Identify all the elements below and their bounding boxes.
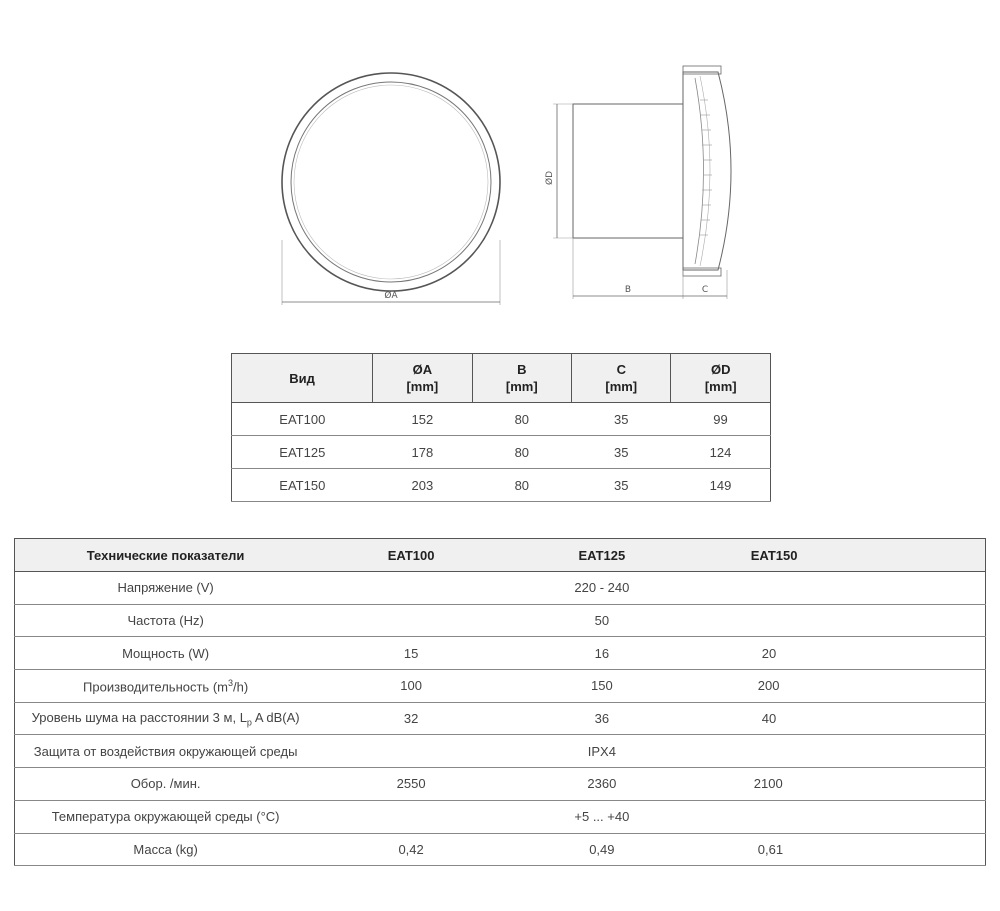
table-cell: EAT100: [232, 403, 373, 436]
param-label: [15, 702, 317, 735]
param-label: Мощность (W): [15, 637, 317, 670]
table-cell: 20: [698, 637, 986, 670]
table-cell: 99: [671, 403, 771, 436]
table-row: [15, 800, 986, 833]
table-cell: 124: [671, 436, 771, 469]
table-cell: EAT150: [232, 469, 373, 502]
header-text: ØA: [412, 362, 433, 377]
table-row: [232, 403, 771, 436]
table-cell: [316, 735, 506, 768]
table-cell: [698, 572, 986, 605]
table-cell: 0,42: [316, 833, 506, 866]
front-dim-label: ØA: [384, 291, 398, 301]
header-cell: [671, 354, 771, 403]
label-sub: p: [246, 717, 252, 728]
dimensions-header-row: [232, 354, 771, 403]
table-row: [232, 436, 771, 469]
header-text: B: [517, 362, 527, 377]
header-cell: EAT125: [506, 539, 698, 572]
param-label: Масса (kg): [15, 833, 317, 866]
table-cell: 152: [373, 403, 472, 436]
param-label: Напряжение (V): [15, 572, 317, 605]
side-view: [544, 66, 731, 299]
table-cell: 35: [572, 436, 671, 469]
dimensions-table: [231, 353, 771, 502]
table-cell: [316, 572, 506, 605]
header-cell: [572, 354, 671, 403]
table-row: [15, 637, 986, 670]
table-cell: 203: [373, 469, 472, 502]
label-text: Производительность (m: [83, 679, 228, 695]
table-row: [232, 469, 771, 502]
label-text: A dB(A): [251, 709, 300, 725]
table-cell: 150: [506, 670, 698, 703]
table-cell: [698, 604, 986, 637]
header-cell: [472, 354, 571, 403]
param-label: Обор. /мин.: [15, 768, 317, 801]
table-cell: [316, 604, 506, 637]
label-sup: 3: [227, 677, 233, 688]
table-cell: 50: [506, 604, 698, 637]
table-cell: 2360: [506, 768, 698, 801]
label-text: /h): [233, 679, 249, 695]
header-cell: EAT100: [316, 539, 506, 572]
header-unit: [mm]: [406, 379, 439, 394]
side-dim-d-label: ØD: [545, 170, 555, 186]
param-label: Защита от воздействия окружающей среды: [15, 735, 317, 768]
table-row: [15, 572, 986, 605]
table-cell: 220 - 240: [506, 572, 698, 605]
header-text: Вид: [289, 370, 315, 386]
table-row: [15, 604, 986, 637]
header-unit: [mm]: [605, 379, 638, 394]
header-cell: EAT150: [698, 539, 986, 572]
side-dim-b-label: B: [624, 285, 632, 295]
table-cell: 2100: [698, 768, 986, 801]
table-cell: +5 ... +40: [506, 800, 698, 833]
param-label: Температура окружающей среды (°C): [15, 800, 317, 833]
tech-header-row: [15, 539, 986, 572]
header-cell: [232, 354, 373, 403]
header-text: C: [616, 362, 626, 377]
table-cell: IPX4: [506, 735, 698, 768]
table-cell: 100: [316, 670, 506, 703]
table-row: [15, 833, 986, 866]
header-unit: [mm]: [704, 379, 737, 394]
header-text: ØD: [710, 362, 731, 377]
table-row: [15, 670, 986, 703]
tech-specs-table: [14, 538, 986, 866]
table-cell: 80: [472, 436, 571, 469]
table-cell: 40: [698, 702, 986, 735]
technical-drawing: [0, 0, 1000, 340]
table-cell: [698, 800, 986, 833]
table-cell: 36: [506, 702, 698, 735]
table-cell: 35: [572, 469, 671, 502]
table-cell: 16: [506, 637, 698, 670]
table-cell: EAT125: [232, 436, 373, 469]
header-unit: [mm]: [505, 379, 538, 394]
table-cell: 80: [472, 469, 571, 502]
table-cell: 149: [671, 469, 771, 502]
table-cell: 35: [572, 403, 671, 436]
table-cell: 200: [698, 670, 986, 703]
table-cell: 0,49: [506, 833, 698, 866]
table-cell: 2550: [316, 768, 506, 801]
table-cell: 80: [472, 403, 571, 436]
table-row: [15, 768, 986, 801]
table-cell: [316, 800, 506, 833]
param-label: [15, 670, 317, 703]
table-cell: 15: [316, 637, 506, 670]
front-view: [282, 73, 500, 305]
label-text: Уровень шума на расстоянии 3 м, L: [31, 709, 247, 725]
table-cell: [698, 735, 986, 768]
table-row: [15, 702, 986, 735]
param-label: Частота (Hz): [15, 604, 317, 637]
header-cell: Технические показатели: [15, 539, 317, 572]
table-cell: 178: [373, 436, 472, 469]
header-cell: [373, 354, 472, 403]
table-cell: 32: [316, 702, 506, 735]
table-cell: 0,61: [698, 833, 986, 866]
table-row: [15, 735, 986, 768]
side-dim-c-label: C: [701, 285, 709, 295]
